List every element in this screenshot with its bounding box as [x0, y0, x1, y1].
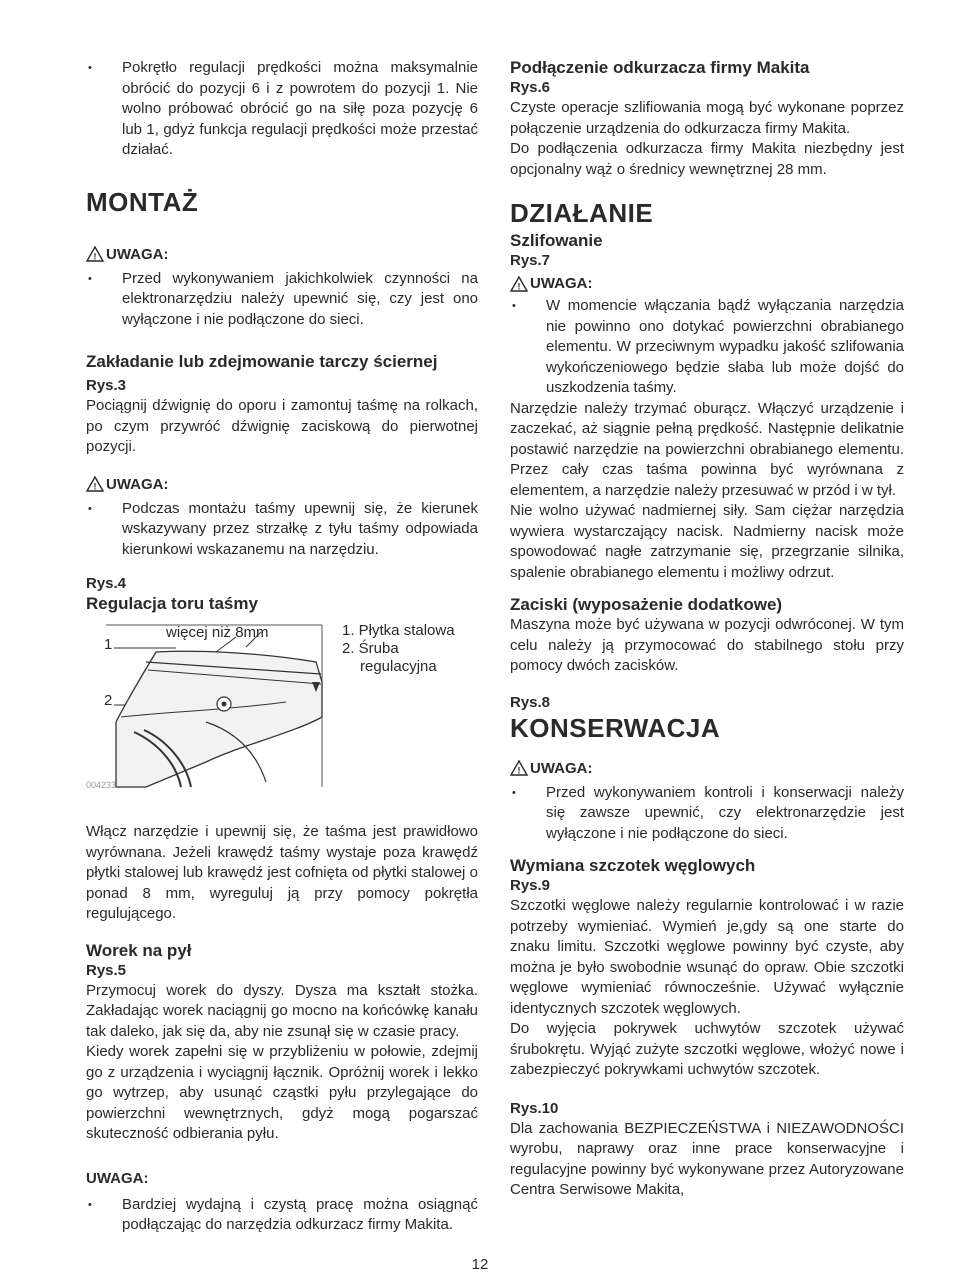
warning-text: • Przed wykonywaniem jakichkolwiek czynności na elektronarzędziu należy upewnić się, czy jest ono wyłączone i nie podłączone do sieci.: [86, 269, 478, 331]
section-title-regulacja: Regulacja toru taśmy: [86, 594, 258, 613]
figure-ref: Rys.10: [510, 1099, 559, 1117]
figure-code: 004233: [86, 780, 117, 790]
svg-text:!: !: [93, 251, 97, 262]
paragraph: Pociągnij dźwignię do oporu i zamontuj taśmę na rolkach, po czym przywróć dźwignię zaciskową do pierwotnej pozycji.: [86, 397, 478, 455]
section-title-odkurzacz: Podłączenie odkurzacza firmy Makita: [510, 58, 810, 77]
section-title-konserwacja: KONSERWACJA: [510, 712, 721, 743]
left-column: [86, 58, 478, 1236]
legend-item: regulacyjna: [360, 658, 437, 675]
callout-distance: więcej niż 8mm: [166, 624, 269, 641]
figure-ref: Rys.4: [86, 575, 127, 592]
warning-triangle-icon: [510, 760, 528, 776]
paragraph: Nie wolno używać nadmiernej siły. Sam ciężar narzędzia wywiera wystarczający nacisk. Nadmierny nacisk może spowodować nagłe zatrzymanie się, przegrzanie silnika, spalenie obrabianego elementu i możliwy odrzut.: [510, 502, 904, 581]
paragraph: Przymocuj worek do dyszy. Dysza ma kształt stożka. Zakładając worek naciągnij go mocno na końcówkę kanału tak daleko, jak się da, aby nie zsunął się w czasie pracy.: [86, 981, 478, 1040]
paragraph: Szczotki węglowe należy regularnie kontrolować i w razie potrzeby wymieniać. Wymień je,gdy są one starte do znaku limitu. Szczotki węglowe powinny być czyste, aby można je było swobodnie wsunąć do opraw. Obie szczotki węglowe wymieniać równocześnie. Używać wyłącznie identycznych szczotek węglowych.: [510, 897, 904, 1017]
paragraph: Narzędzie należy trzymać oburącz. Włączyć urządzenie i zaczekać, aż siągnie pełną prędkość. Następnie delikatnie postawić narzędzie na powierzchni obrabianego elementu. Przez cały czas taśma powinna być wyrównana z elementem, a narzędzie należy przesuwać w przód i w tył.: [510, 399, 904, 499]
paragraph: Do podłączenia odkurzacza firmy Makita niezbędny jest opcjonalny wąż o średnicy wewnętrznej 28 mm.: [510, 140, 904, 178]
note-label: UWAGA:: [86, 1169, 149, 1187]
speed-dial-note: • Pokrętło regulacji prędkości można maksymalnie obrócić do pozycji 6 i z powrotem do pozycji 1. Nie wolno próbować obrócić go na siłę poza pozycję 6 lub 1, gdyż funkcja regulacji prędkości może przestać działać.: [86, 58, 478, 161]
page-number: 12: [471, 1256, 489, 1273]
svg-text:!: !: [93, 481, 97, 492]
warning-triangle-icon: [86, 246, 104, 262]
paragraph: Kiedy worek zapełni się w przybliżeniu w połowie, zdejmij go z urządzenia i wyciągnij łącznik. Opróżnij worek i lekko go wytrzep, aby usunąć cząstki pyłu przylegające do powierzchni wewnętrznych, gdyż mogą pogarszać skuteczność odbierania pyłu.: [86, 1043, 478, 1142]
warning-label: UWAGA:: [106, 475, 169, 493]
figure-ref: Rys.3: [86, 377, 127, 394]
warning-triangle-icon: [86, 476, 104, 492]
right-column: [510, 58, 904, 1201]
warning-label: UWAGA:: [530, 275, 593, 292]
paragraph: Włącz narzędzie i upewnij się, że taśma jest prawidłowo wyrównana. Jeżeli krawędź taśmy wystaje poza krawędź płytki stalowej lub krawędź jest cofnięta od płytki stalowej o ponad 8 mm, wyreguluj ją przy pomocy pokrętła regulującego.: [86, 823, 478, 922]
figure-legend: [342, 622, 455, 676]
section-title-szlifowanie: Szlifowanie: [510, 231, 603, 250]
callout-number: 2: [104, 692, 113, 709]
warning-text: • Podczas montażu taśmy upewnij się, że kierunek wskazywany przez strzałkę z tyłu taśmy odpowiada kierunkowi wskazanemu na narzędziu.: [86, 499, 478, 561]
warning-label: UWAGA:: [106, 245, 169, 263]
section-title-dzialanie: DZIAŁANIE: [510, 198, 654, 228]
callout-number: 1: [104, 636, 113, 653]
section-title-szczotki: Wymiana szczotek węglowych: [510, 856, 756, 875]
paragraph: Do wyjęcia pokrywek uchwytów szczotek używać śrubokrętu. Wyjąć zużyte szczotki węglowe, włożyć nowe i zabezpieczyć pokrywkami uchwytów szczotek.: [510, 1020, 904, 1078]
warning-triangle-icon: [510, 276, 528, 292]
warning-heading: [510, 760, 904, 777]
section-title-zaciski: Zaciski (wyposażenie dodatkowe): [510, 595, 783, 614]
sander-illustration: [86, 622, 326, 792]
figure-ref: Rys.5: [86, 961, 127, 979]
svg-text:!: !: [517, 281, 521, 291]
warning-label: UWAGA:: [530, 759, 593, 777]
legend-item: 2. Śruba: [342, 640, 399, 657]
warning-heading: [510, 275, 904, 292]
paragraph: Dla zachowania BEZPIECZEŃSTWA i NIEZAWODNOŚCI wyrobu, naprawy oraz inne prace konserwacyjne i regulacyjne powinny być wykonywane przez Autoryzowane Centra Serwisowe Makita,: [510, 1119, 904, 1198]
figure-ref: Rys.7: [510, 252, 551, 269]
section-title-montaz: MONTAŻ: [86, 186, 199, 217]
warning-text: • Przed wykonywaniem kontroli i konserwacji należy się zawsze upewnić, czy elektronarzędzie jest wyłączone i nie podłączone do sieci.: [510, 783, 904, 845]
belt-tracking-figure: [86, 622, 478, 792]
warning-heading: [86, 476, 478, 493]
paragraph: Czyste operacje szlifiowania mogą być wykonane poprzez połączenie urządzenia do odkurzacza firmy Makita.: [510, 99, 904, 137]
figure-ref: Rys.6: [510, 79, 551, 96]
paragraph: Maszyna może być używana w pozycji odwróconej. W tym celu należy ją przymocować do stabilnego stołu przy pomocy dwóch zacisków.: [510, 616, 904, 674]
section-title-worek: Worek na pył: [86, 940, 192, 960]
warning-heading: [86, 246, 478, 263]
note-text: • Bardziej wydajną i czystą pracę można osiągnąć podłączając do narzędzia odkurzacz firmy Makita.: [86, 1195, 478, 1236]
svg-text:!: !: [517, 765, 521, 776]
figure-ref: Rys.9: [510, 877, 551, 894]
warning-text: • W momencie włączania bądź wyłączania narzędzia nie powinno ono dotykać powierzchni obrabianego elementu. W przeciwnym wypadku jakość szlifowania wykończeniowego będzie słaba lub może dojść do uszkodzenia taśmy.: [510, 296, 904, 399]
figure-ref: Rys.8: [510, 693, 551, 711]
section-title-tarcza: Zakładanie lub zdejmowanie tarczy ściernej: [86, 352, 438, 371]
legend-item: 1. Płytka stalowa: [342, 622, 455, 639]
